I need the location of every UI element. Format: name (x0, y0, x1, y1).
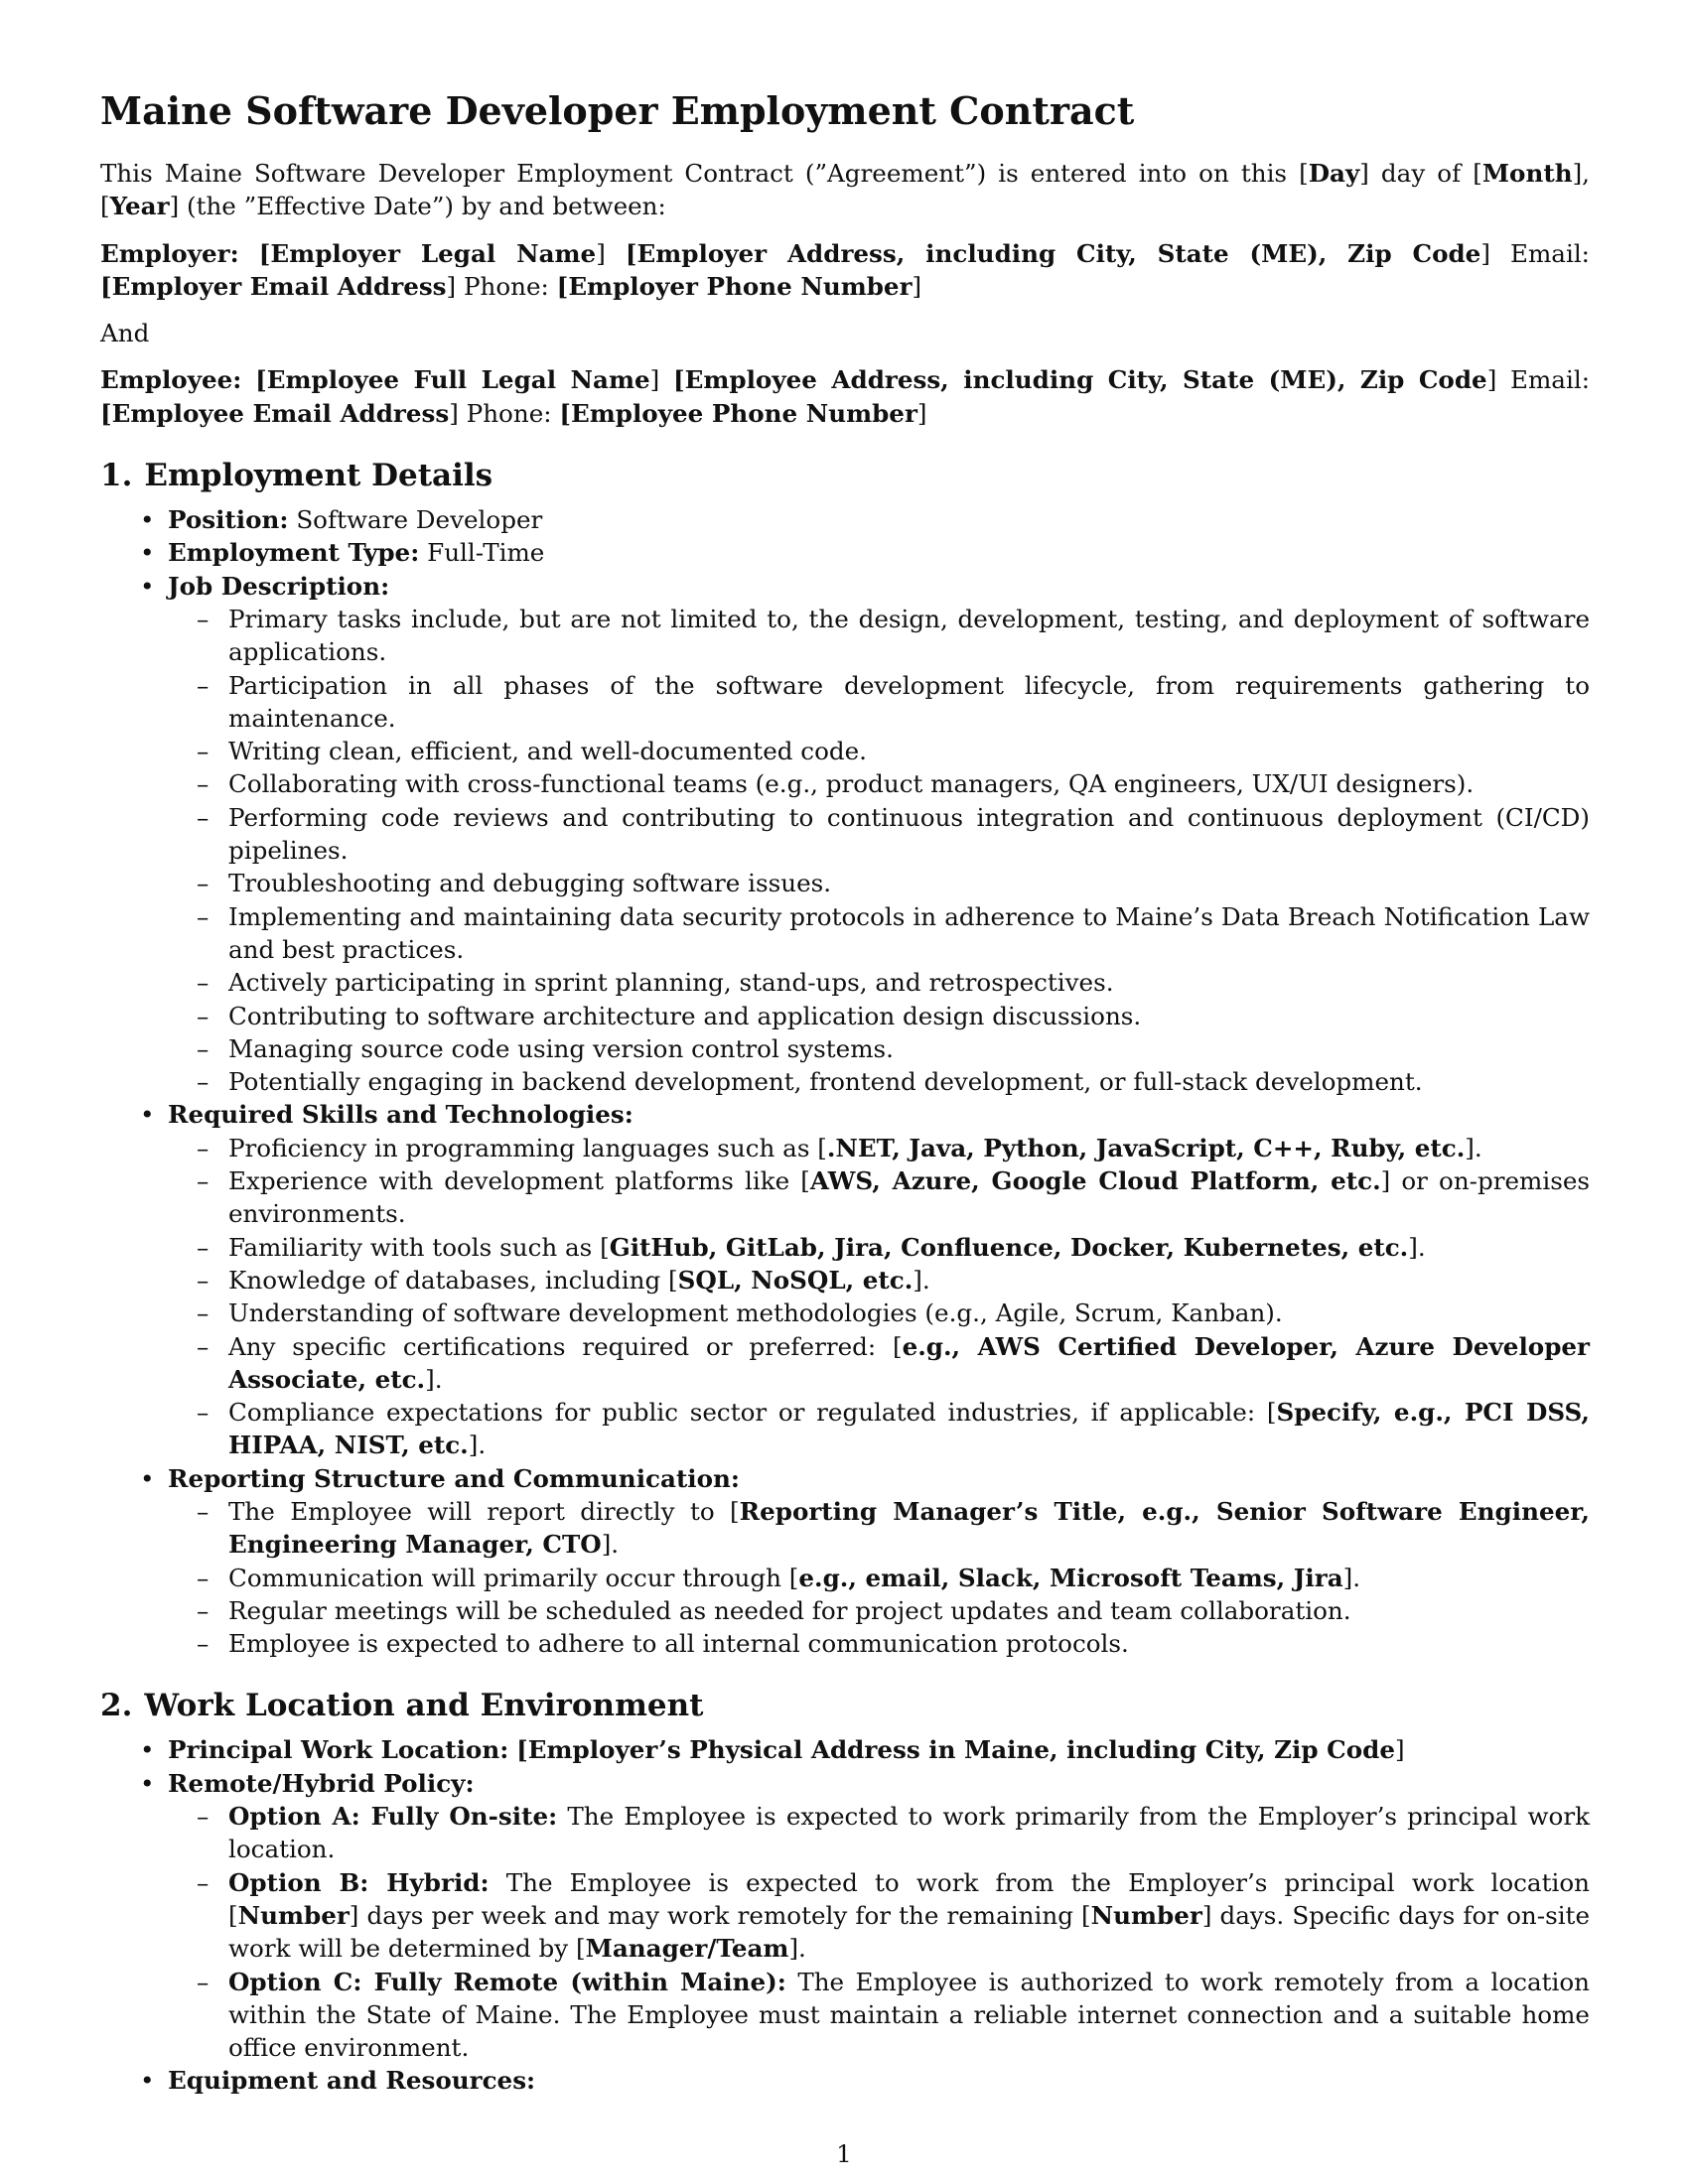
list-item: – Familiarity with tools such as [GitHub, GitLab, Jira, Confluence, Docker, Kubernetes, etc.]. (228, 1231, 1590, 1264)
list-item: – Proficiency in programming languages such as [.NET, Java, Python, JavaScript, C++, Ruby, etc.]. (228, 1132, 1590, 1164)
month-placeholder: Month (1481, 159, 1573, 188)
list-item: – Experience with development platforms like [AWS, Azure, Google Cloud Platform, etc.] or on-premises environments. (228, 1164, 1590, 1231)
list-item: – Option C: Fully Remote (within Maine): The Employee is authorized to work remotely from a location within the State of Maine. The Employee must maintain a reliable internet connection and a suitable home office environment. (228, 1966, 1590, 2065)
list-item: – Employee is expected to adhere to all internal communication protocols. (228, 1627, 1590, 1660)
employment-details-list (100, 503, 1590, 1660)
reporting-list (168, 1495, 1590, 1660)
list-item: – Performing code reviews and contributing to continuous integration and continuous deployment (CI/CD) pipelines. (228, 801, 1590, 868)
list-item: – Knowledge of databases, including [SQL, NoSQL, etc.]. (228, 1264, 1590, 1297)
job-description-list (168, 603, 1590, 1098)
list-item: – Participation in all phases of the software development lifecycle, from requirements gathering to maintenance. (228, 669, 1590, 736)
skills-list (168, 1132, 1590, 1462)
section-heading-employment-details: 1. Employment Details (100, 458, 493, 494)
list-item: • Equipment and Resources: (168, 2064, 1590, 2097)
employer-email: Employer Email Address (111, 271, 447, 301)
list-item: – Troubleshooting and debugging software issues. (228, 867, 1590, 899)
list-item: • Job Description: – Primary tasks include, but are not limited to, the design, development, testing, and deployment of software applications. – Participation in all phases of the software development lifecycle, from requirements gathering to maintenance. – Writing clean, efficient, and well-documented code. – Collaborating with cross-functional teams (e.g., product managers, QA engineers, UX/UI designers). – Performing code reviews and contributing to continuous integration and continuous deployment (CI/CD) pipelines. – Troubleshooting and debugging software issues. – Implementing and maintaining data security protocols in adherence to Maine’s Data Breach Notification Law and best practices. – Actively participating in sprint planning, stand-ups, and retrospectives. – Contributing to software architecture and application design discussions. – Managing source code using version control systems. – Potentially engaging in backend development, frontend development, or full-stack development. (168, 570, 1590, 1099)
list-item: – Option A: Fully On-site: The Employee is expected to work primarily from the Employer’s principal work location. (228, 1800, 1590, 1866)
employee-email: Employee Email Address (111, 398, 450, 428)
list-item: – Implementing and maintaining data security protocols in adherence to Maine’s Data Breach Notification Law and best practices. (228, 900, 1590, 967)
year-placeholder: Year (109, 192, 170, 221)
day-placeholder: Day (1308, 159, 1360, 188)
list-item: – Communication will primarily occur through [e.g., email, Slack, Microsoft Teams, Jira]. (228, 1562, 1590, 1594)
work-location-list (100, 1733, 1590, 2097)
list-item: • Remote/Hybrid Policy: – Option A: Fully On-site: The Employee is expected to work primarily from the Employer’s principal work location. – Option B: Hybrid: The Employee is expected to work from the Employer’s principal work location [Number] days per week and may work remotely for the remaining [Number] days. Specific days for on-site work will be determined by [Manager/Team]. – Option C: Fully Remote (within Maine): The Employee is authorized to work remotely from a location within the State of Maine. The Employee must maintain a reliable internet connection and a suitable home office environment. (168, 1767, 1590, 2065)
list-item: – Contributing to software architecture and application design discussions. (228, 1000, 1590, 1032)
employer-name: Employer Legal Name (270, 238, 597, 268)
list-item: • Required Skills and Technologies: – Proficiency in programming languages such as [.NET, Java, Python, JavaScript, C++, Ruby, etc.]. – Experience with development platforms like [AWS, Azure, Google Cloud Platform, etc.] or on-premises environments. – Familiarity with tools such as [GitHub, GitLab, Jira, Confluence, Docker, Kubernetes, etc.]. – Knowledge of databases, including [SQL, NoSQL, etc.]. – Understanding of software development methodologies (e.g., Agile, Scrum, Kanban). – Any specific certifications required or preferred: [e.g., AWS Certified Developer, Azure Developer Associate, etc.]. – Compliance expectations for public sector or regulated industries, if applicable: [Specify, e.g., PCI DSS, HIPAA, NIST, etc.]. (168, 1098, 1590, 1461)
list-item: • Reporting Structure and Communication: – The Employee will report directly to [Reporting Manager’s Title, e.g., Senior Software Engineer, Engineering Manager, CTO]. – Communication will primarily occur through [e.g., email, Slack, Microsoft Teams, Jira]. – Regular meetings will be scheduled as needed for project updates and team collaboration. – Employee is expected to adhere to all internal communication protocols. (168, 1462, 1590, 1661)
employer-block: Employer: [Employer Legal Name] [Employer Address, including City, State (ME), Zip Code] Email: [Employer Email Address] Phone: [Employer Phone Number] (100, 238, 1590, 301)
list-item: – Option B: Hybrid: The Employee is expected to work from the Employer’s principal work location [Number] days per week and may work remotely for the remaining [Number] days. Specific days for on-site work will be determined by [Manager/Team]. (228, 1866, 1590, 1966)
list-item: – Any specific certifications required or preferred: [e.g., AWS Certified Developer, Azure Developer Associate, etc.]. (228, 1330, 1590, 1397)
list-item: – Compliance expectations for public sector or regulated industries, if applicable: [Specify, e.g., PCI DSS, HIPAA, NIST, etc.]. (228, 1396, 1590, 1462)
employee-block: Employee: [Employee Full Legal Name] [Employee Address, including City, State (ME), Zip Code] Email: [Employee Email Address] Phone: [Employee Phone Number] (100, 365, 1590, 428)
intro-paragraph: This Maine Software Developer Employment Contract (”Agreement”) is entered into on this [Day] day of [Month], [Year] (the ”Effective Date”) by and between: (100, 159, 1590, 221)
section-heading-work-location: 2. Work Location and Environment (100, 1688, 704, 1724)
employer-address: Employer Address, including City, State (ME), Zip Code (636, 238, 1481, 268)
and-text: And (100, 319, 150, 348)
list-item: – The Employee will report directly to [Reporting Manager’s Title, e.g., Senior Software Engineer, Engineering Manager, CTO]. (228, 1495, 1590, 1562)
employee-name: Employee Full Legal Name (266, 365, 650, 395)
list-item: – Primary tasks include, but are not limited to, the design, development, testing, and deployment of software applications. (228, 603, 1590, 669)
page-number: 1 (836, 2139, 852, 2168)
list-item: – Actively participating in sprint planning, stand-ups, and retrospectives. (228, 966, 1590, 999)
employee-phone: Employee Phone Number (571, 398, 917, 428)
list-item: – Potentially engaging in backend development, frontend development, or full-stack development. (228, 1065, 1590, 1098)
list-item: • Employment Type: Full-Time (168, 536, 1590, 569)
list-item: – Understanding of software development methodologies (e.g., Agile, Scrum, Kanban). (228, 1297, 1590, 1329)
list-item: – Writing clean, efficient, and well-documented code. (228, 735, 1590, 767)
document-page (100, 79, 1590, 2098)
document-title: Maine Software Developer Employment Contract (100, 88, 1135, 133)
employee-address: Employee Address, including City, State (ME), Zip Code (684, 365, 1487, 395)
list-item: • Principal Work Location: [Employer’s Physical Address in Maine, including City, Zip Code] (168, 1733, 1590, 1766)
list-item: – Regular meetings will be scheduled as needed for project updates and team collaboration. (228, 1594, 1590, 1627)
remote-policy-list (168, 1800, 1590, 2064)
list-item: • Position: Software Developer (168, 503, 1590, 536)
list-item: – Managing source code using version control systems. (228, 1032, 1590, 1065)
employer-phone: Employer Phone Number (568, 271, 913, 301)
list-item: – Collaborating with cross-functional teams (e.g., product managers, QA engineers, UX/UI designers). (228, 767, 1590, 800)
